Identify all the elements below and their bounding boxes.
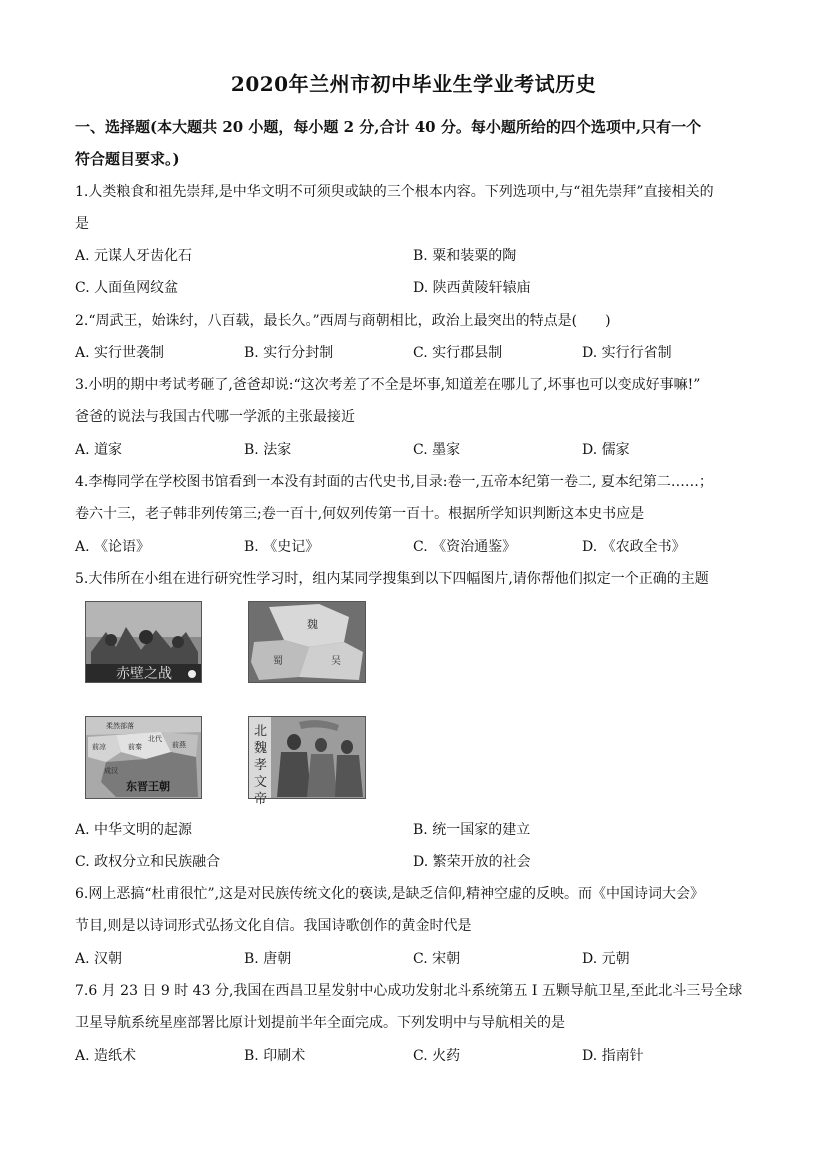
emperor-xiaowen-image xyxy=(249,717,365,807)
figure-three-kingdoms-map xyxy=(248,601,366,683)
q4-option-d: D. 《农政全书》 xyxy=(582,539,686,555)
q3-option-a: A. 道家 xyxy=(75,442,123,458)
q1-option-c: C. 人面鱼网纹盆 xyxy=(75,280,179,296)
q4-stem-line2: 卷六十三，老子韩非列传第三;卷一百十,何奴列传第一百十。根据所学知识判断这本史书应是 xyxy=(75,506,645,522)
q2-option-c: C. 实行郡县制 xyxy=(413,345,503,361)
figure-red-cliffs-battle xyxy=(85,601,202,683)
q6-stem-line1: 6.网上恶搞“杜甫很忙”,这是对民族传统文化的亵读,是缺乏信仰,精神空虚的反映。而《中国诗词大会》 xyxy=(75,886,705,902)
eastern-jin-map-image xyxy=(86,717,201,798)
q2-option-b: B. 实行分封制 xyxy=(244,345,334,361)
q3-stem-line1: 3.小明的期中考试考砸了,爸爸却说:“这次考差了不全是坏事,知道差在哪儿了,坏事也可以变成好事嘛!” xyxy=(75,377,701,393)
q5-option-d: D. 繁荣开放的社会 xyxy=(413,854,531,870)
q1-stem-line1: 1.人类粮食和祖先崇拜,是中华文明不可须臾或缺的三个根本内容。下列选项中,与“祖先崇拜”直接相关的 xyxy=(75,184,714,200)
q6-option-b: B. 唐朝 xyxy=(244,951,292,967)
q2-stem: 2.“周武王，始诛纣，八百载，最长久。”西周与商朝相比，政治上最突出的特点是( ) xyxy=(75,313,611,329)
three-kingdoms-map-image xyxy=(249,602,365,682)
q1-stem-line2: 是 xyxy=(75,216,89,232)
q6-option-a: A. 汉朝 xyxy=(75,951,123,967)
fig2-label-shu: 蜀 xyxy=(273,656,283,667)
fig3-label-qianyan: 前燕 xyxy=(172,741,186,749)
q4-option-b: B. 《史记》 xyxy=(244,539,320,555)
battle-scene-image xyxy=(86,602,201,682)
fig3-label-beidai: 北代 xyxy=(148,735,162,743)
section-heading-line1: 一、选择题(本大题共 20 小题，每小题 2 分,合计 40 分。每小题所给的四个选项中,只有一个 xyxy=(75,118,702,136)
q3-stem-line2: 爸爸的说法与我国古代哪一学派的主张最接近 xyxy=(75,409,355,425)
q4-stem-line1: 4.李梅同学在学校图书馆看到一本没有封面的古代史书,目录:卷一,五帝本纪第一卷二, 夏本纪第二……； xyxy=(75,474,713,490)
fig2-label-wei: 魏 xyxy=(307,618,318,631)
q2-option-d: D. 实行行省制 xyxy=(582,345,672,361)
page-title: 2020年兰州市初中毕业生学业考试历史 xyxy=(230,72,597,96)
section-heading-line2: 符合题目要求。) xyxy=(75,150,180,168)
fig1-caption: 赤壁之战 xyxy=(116,666,172,682)
q7-stem-line1: 7.6 月 23 日 9 时 43 分,我国在西昌卫星发射中心成功发射北斗系统第五 I 五颗导航卫星,至此北斗三号全球 xyxy=(75,983,743,999)
q6-option-d: D. 元朝 xyxy=(582,951,630,967)
q7-stem-line2: 卫星导航系统星座部署比原计划提前半年全面完成。下列发明中与导航相关的是 xyxy=(75,1015,565,1031)
fig3-label-qianqin: 前秦 xyxy=(128,743,142,751)
q2-option-a: A. 实行世袭制 xyxy=(75,345,165,361)
fig2-label-wu: 吴 xyxy=(331,656,341,667)
q1-option-a: A. 元谋人牙齿化石 xyxy=(75,248,193,264)
q5-option-b: B. 统一国家的建立 xyxy=(413,822,531,838)
q4-option-a: A. 《论语》 xyxy=(75,539,151,555)
q7-option-d: D. 指南针 xyxy=(582,1048,644,1064)
fig4-caption: 北 魏 孝 文 帝 xyxy=(254,724,268,807)
q1-option-d: D. 陕西黄陵轩辕庙 xyxy=(413,280,531,296)
q6-stem-line2: 节目,则是以诗词形式弘扬文化自信。我国诗歌创作的黄金时代是 xyxy=(75,918,472,934)
q5-option-a: A. 中华文明的起源 xyxy=(75,822,193,838)
figure-eastern-jin-map xyxy=(85,716,202,799)
q5-stem: 5.大伟所在小组在进行研究性学习时，组内某同学搜集到以下四幅图片,请你帮他们拟定一个正确的主题 xyxy=(75,571,709,587)
fig3-label-rouran: 柔然部落 xyxy=(106,722,134,730)
q7-option-b: B. 印刷术 xyxy=(244,1048,306,1064)
q5-option-c: C. 政权分立和民族融合 xyxy=(75,854,221,870)
fig3-label-qianliang: 前凉 xyxy=(92,743,106,751)
q3-option-b: B. 法家 xyxy=(244,442,292,458)
fig3-label-eastern-jin: 东晋王朝 xyxy=(126,780,170,793)
q7-option-a: A. 造纸术 xyxy=(75,1048,137,1064)
q1-option-b: B. 粟和装粟的陶 xyxy=(413,248,517,264)
q7-option-c: C. 火药 xyxy=(413,1048,461,1064)
fig3-label-chenghan: 成汉 xyxy=(104,767,118,775)
q4-option-c: C. 《资治通鉴》 xyxy=(413,539,517,555)
q3-option-d: D. 儒家 xyxy=(582,442,630,458)
figure-emperor-xiaowen xyxy=(248,716,366,807)
q6-option-c: C. 宋朝 xyxy=(413,951,461,967)
q3-option-c: C. 墨家 xyxy=(413,442,461,458)
